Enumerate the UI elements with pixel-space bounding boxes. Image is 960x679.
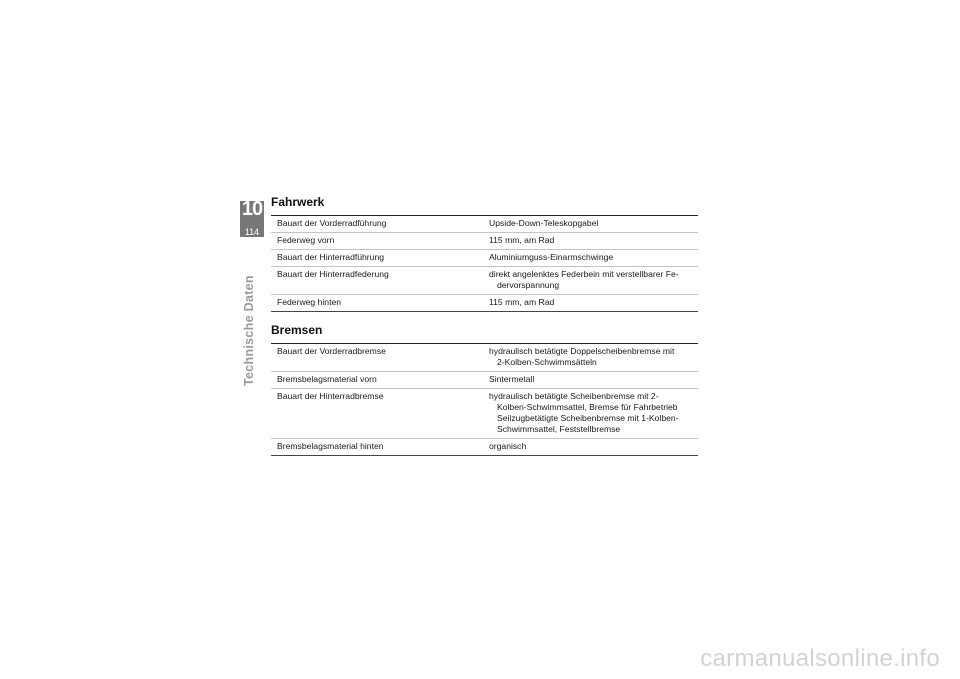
spec-value-line: hydraulisch betätigte Scheibenbremse mit 2- <box>489 391 659 401</box>
spec-label: Bauart der Hinterradführung <box>277 252 385 262</box>
spec-label: Bauart der Hinterradfederung <box>277 269 389 279</box>
spec-label: Bremsbelagsmaterial vorn <box>277 374 377 384</box>
table-row <box>271 216 698 233</box>
spec-table-bremsen <box>271 343 698 456</box>
spec-label: Federweg hinten <box>277 297 342 307</box>
spec-value-line: Sintermetall <box>489 374 535 384</box>
spec-label: Bauart der Vorderradbremse <box>277 346 386 356</box>
spec-value-line: Seilzugbetätigte Scheibenbremse mit 1-Kolben- <box>497 413 679 423</box>
spec-label: Bremsbelagsmaterial hinten <box>277 441 384 451</box>
table-row <box>271 267 698 295</box>
spec-value-line: 2-Kolben-Schwimmsätteln <box>497 357 597 367</box>
spec-value-line: 115 mm, am Rad <box>489 297 555 307</box>
table-row <box>271 439 698 456</box>
spec-value-line: Schwimmsattel, Feststellbremse <box>497 424 621 434</box>
spec-value <box>485 250 698 267</box>
spec-value <box>485 233 698 250</box>
spec-content <box>271 195 698 456</box>
section-title-bremsen: Bremsen <box>271 323 323 337</box>
spec-value-line: dervorspannung <box>497 280 560 290</box>
chapter-number: 10 <box>241 198 263 220</box>
spec-value-line: hydraulisch betätigte Doppelscheibenbremse mit <box>489 346 675 356</box>
table-row <box>271 295 698 312</box>
spec-value-line: Aluminiumguss-Einarmschwinge <box>489 252 614 262</box>
spec-label: Bauart der Vorderradführung <box>277 218 387 228</box>
spec-value <box>485 216 698 233</box>
spec-value-line: organisch <box>489 441 527 451</box>
table-row <box>271 233 698 250</box>
spec-value-line: Kolben-Schwimmsattel, Bremse für Fahrbetrieb <box>497 402 678 412</box>
table-row <box>271 250 698 267</box>
chapter-side-title: Technische Daten <box>242 275 256 386</box>
spec-label: Federweg vorn <box>277 235 335 245</box>
spec-value <box>485 295 698 312</box>
table-row <box>271 344 698 372</box>
spec-table-fahrwerk <box>271 215 698 312</box>
spec-value-line: 115 mm, am Rad <box>489 235 555 245</box>
spec-value <box>485 389 698 439</box>
section-title-fahrwerk: Fahrwerk <box>271 195 325 209</box>
spec-value <box>485 439 698 456</box>
spec-value-line: direkt angelenktes Federbein mit verstellbarer Fe- <box>489 269 679 279</box>
spec-label: Bauart der Hinterradbremse <box>277 391 384 401</box>
spec-value-line: Upside-Down-Teleskopgabel <box>489 218 599 228</box>
page-number: 114 <box>244 227 260 237</box>
watermark: carmanualsonline.info <box>700 645 940 672</box>
table-row <box>271 389 698 439</box>
spec-value <box>485 344 698 372</box>
spec-value <box>485 372 698 389</box>
spec-value <box>485 267 698 295</box>
table-row <box>271 372 698 389</box>
